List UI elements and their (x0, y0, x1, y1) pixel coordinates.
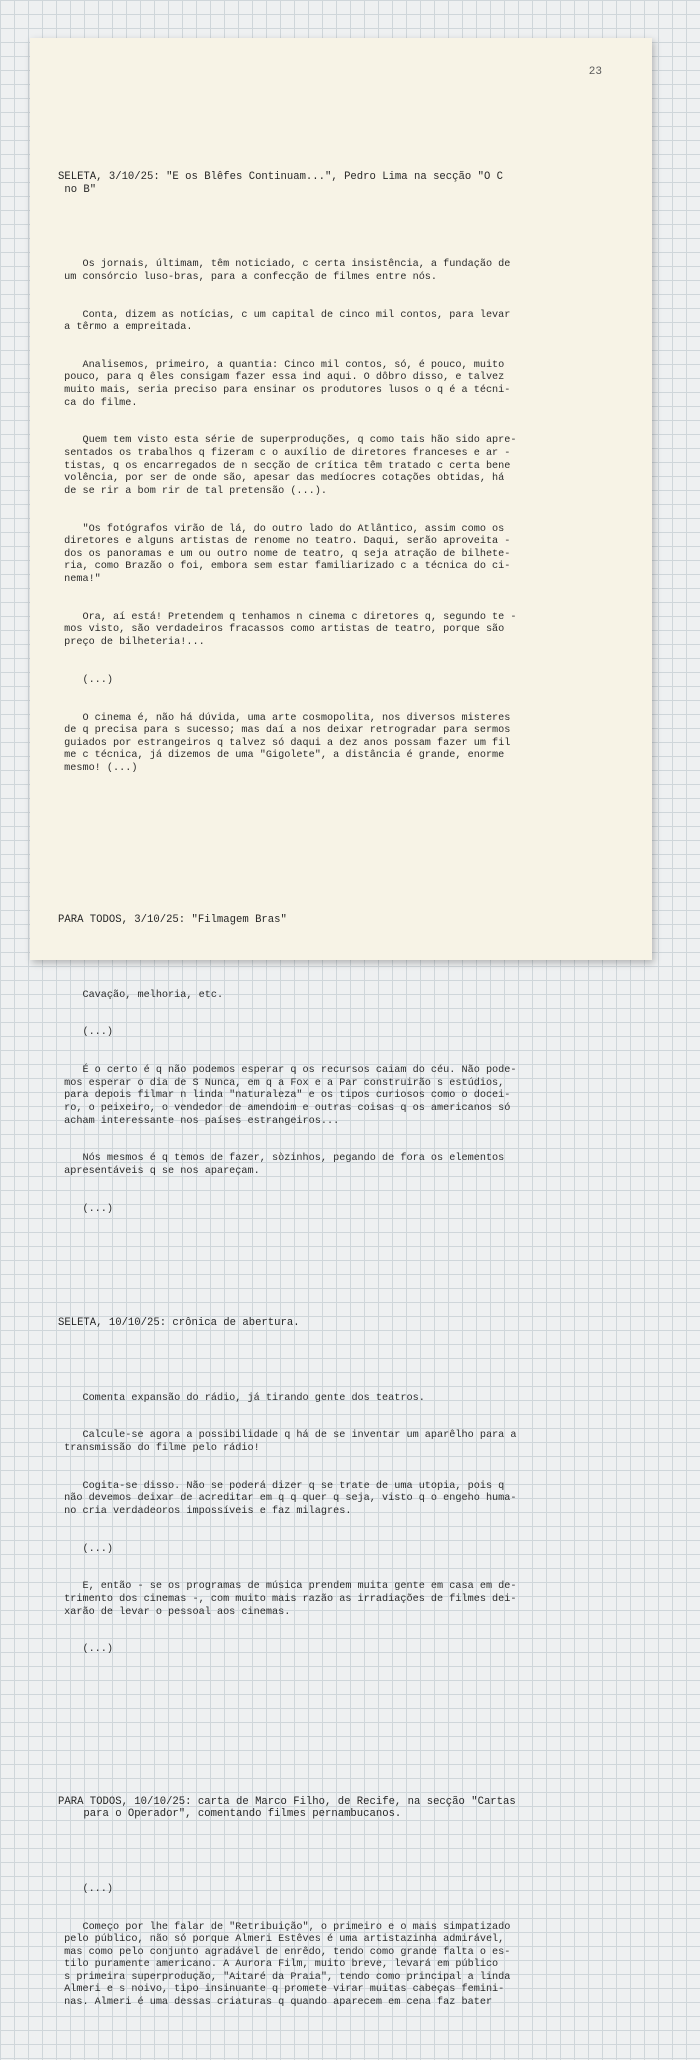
paragraph: (...) (58, 674, 114, 686)
paragraph: Ora, aí está! Pretendem q tenhamos n cinema c diretores q, segundo te - mos visto, são verdadeiros fracassos como artistas de teatro, porque são preço de bilheteria!... (64, 611, 517, 648)
page-number: 23 (588, 66, 602, 78)
section-seleta-3-10-25 (58, 146, 648, 801)
paragraph: Os jornais, últimam, têm noticiado, c certa insistência, a fundação de um consórcio luso-bras, para a confecção de filmes entre nós. (64, 259, 511, 283)
paragraph: Calcule-se agora a possibilidade q há de se inventar um aparêlho para a transmissão do filme pelo rádio! (64, 1430, 517, 1454)
section-spacer (58, 221, 648, 234)
typewritten-page (30, 38, 652, 2009)
paragraph: Comenta expansão do rádio, já tirando gente dos teatros. (58, 1392, 425, 1404)
paragraph: (...) (58, 1203, 114, 1215)
paragraph: Analisemos, primeiro, a quantia: Cinco mil contos, só, é pouco, muito pouco, para q êles consigam fazer essa ind aqui. O dôbro disso, e talvez muito mais, seria preciso para ensinar os produtores lusos o q é a técni- ca do filme. (64, 359, 511, 409)
paragraph: (...) (58, 1027, 114, 1039)
paragraph: Cogita-se disso. Não se poderá dizer q se trate de uma utopia, pois q não devemos deixar de acreditar em q q quer q seja, visto q o engeho huma- no cria verdadeoros impossíveis e faz milagres. (64, 1480, 517, 1517)
section-spacer (58, 826, 648, 839)
section-spacer (58, 952, 648, 965)
paragraph: (...) (58, 1644, 114, 1656)
paragraph: "Os fotógrafos virão de lá, do outro lado do Atlântico, assim como os diretores e alguns artistas de renome no teatro. Daqui, serão aproveita - dos os panoramas e um ou outro nome de teatro, q seja atração de bilhete- ria, como Brazão o foi, embora sem estar familiarizado c a técnica do ci- nema!" (64, 523, 511, 585)
section-header: PARA TODOS, 10/10/25: carta de Marco Filho, de Recife, na secção "Cartas para o Operador", comentando filmes pernambucanos. (58, 1795, 516, 1821)
section-spacer (58, 1707, 648, 1720)
section-header: SELETA, 10/10/25: crônica de abertura. (58, 1317, 300, 1329)
section-para-todos-10-10-25 (58, 1770, 648, 2034)
paragraph: Conta, dizem as notícias, c um capital de cinco mil contos, para levar a têrmo a empreitada. (64, 309, 511, 334)
paragraph: (...) (58, 1883, 114, 1895)
section-spacer (58, 1846, 648, 1859)
page-text (58, 108, 648, 2060)
section-seleta-10-10-25 (58, 1292, 648, 1682)
section-para-todos-3-10-25 (58, 889, 648, 1242)
paragraph: É o certo é q não podemos esperar q os recursos caiam do céu. Não pode- mos esperar o dia de S Nunca, em q a Fox e a Par construirão s estúdios, para depois filmar n linda "naturaleza" e os tipos curiosos como o docei- ro, o peixeiro, o vendedor de amendoim e outras coisas q os americanos só acham interessante nos países estrangeiros... (64, 1065, 517, 1127)
paragraph: Quem tem visto esta série de superproduções, q como tais hão sido apre- sentados os trabalhos q fizeram c o auxílio de diretores franceses e ar - tistas, q os encarregados de n secção de crítica têm tratado c certa bene volência, por ser de onde são, apesar das medíocres cotações obtidas, há de se rir a bom rir de tal pretensão (...). (64, 435, 517, 497)
paragraph: E, então - se os programas de música prendem muita gente em casa em de- trimento dos cinemas -, com muito mais razão as irradiações de filmes dei- xarão de levar o pessoal aos cinemas. (64, 1581, 517, 1618)
paragraph: Começo por lhe falar de "Retribuição", o primeiro e o mais simpatizado pelo público, não só porque Almeri Estêves é uma artistazinha admirável, mas como pelo conjunto agradável de enrêdo, tendo como grande falta o es- tilo puramente americano. A Aurora Film, muito breve, levará em público s primeira superprodução, "Aitaré da Praia", tendo como principal a linda Almeri e s noivo, tipo insinuante q promete virar muitas cabeças femini- nas. Almeri é uma dessas criaturas q quando aparecem em cena faz bater (64, 1921, 511, 2009)
paragraph: O cinema é, não há dúvida, uma arte cosmopolita, nos diversos misteres de q precisa para s sucesso; mas daí a nos deixar retrogradar para sermos guiados por estrangeiros q talvez só daqui a dez anos possam fazer um fil me c técnica, já dizemos de uma "Gigolete", a distância é grande, enorme mesmo! (...) (64, 712, 511, 774)
section-header: PARA TODOS, 3/10/25: "Filmagem Bras" (58, 914, 287, 926)
paragraph: (...) (58, 1543, 114, 1555)
section-header: SELETA, 3/10/25: "E os Blêfes Continuam...", Pedro Lima na secção "O C no B" (58, 170, 504, 196)
paragraph: Nós mesmos é q temos de fazer, sòzinhos, pegando de fora os elementos apresentáveis q se nos apareçam. (64, 1153, 505, 1177)
section-spacer (58, 1355, 648, 1368)
paragraph: Cavação, melhoria, etc. (58, 989, 224, 1001)
